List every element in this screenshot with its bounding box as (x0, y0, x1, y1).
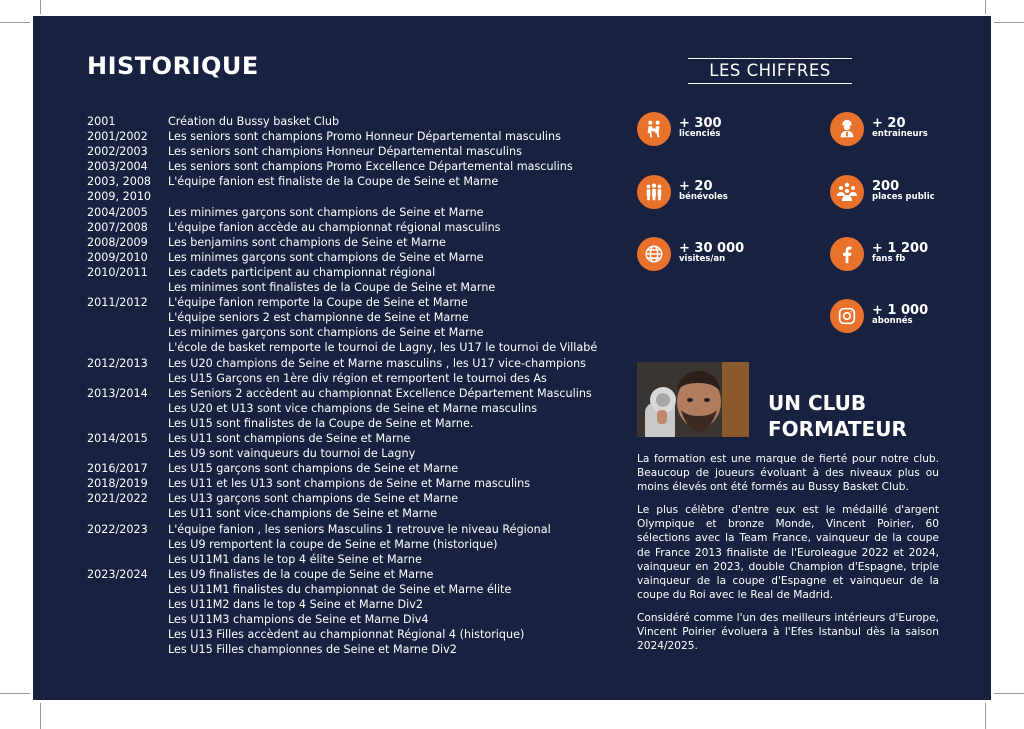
timeline-event: Les U13 garçons sont champions de Seine et Marne (168, 492, 459, 506)
club-paragraph: Considéré comme l'un des meilleurs intérieurs d'Europe, Vincent Poirier évoluera à l'Efes Istanbul dès la saison 2024/2025. (637, 612, 939, 653)
crop-mark (40, 0, 41, 14)
coach-icon (830, 112, 864, 146)
timeline-row (87, 416, 617, 431)
timeline-year (87, 552, 168, 567)
timeline-row (87, 280, 617, 295)
brochure-page (33, 16, 991, 700)
stat-licencies (637, 112, 722, 146)
timeline-year: 2007/2008 (87, 220, 148, 234)
timeline-year (87, 371, 168, 386)
timeline-row (87, 295, 617, 310)
timeline-row (87, 340, 617, 355)
timeline-year: 2009, 2010 (87, 190, 152, 204)
instagram-icon (830, 299, 864, 333)
timeline-row (87, 250, 617, 265)
timeline-event: Les U11 et les U13 sont champions de Seine et Marne masculins (168, 477, 531, 491)
stat-label: abonnés (872, 316, 913, 326)
timeline-year: 2018/2019 (87, 477, 148, 491)
stat-value: + 1 200 (872, 241, 929, 256)
timeline-event: L'équipe fanion accède au championnat régional masculins (168, 220, 501, 234)
timeline-row (87, 627, 617, 642)
timeline-year: 2011/2012 (87, 296, 148, 310)
timeline-year (87, 416, 168, 431)
timeline-event: Les U15 garçons sont champions de Seine et Marne (168, 462, 459, 476)
timeline-row (87, 461, 617, 476)
timeline-year (87, 627, 168, 642)
timeline-row (87, 401, 617, 416)
timeline-event: Les seniors sont champions Promo Honneur Départemental masculins (168, 130, 561, 144)
historique-title: HISTORIQUE (87, 52, 259, 80)
stat-value: + 300 (679, 116, 722, 131)
audience-icon (830, 175, 864, 209)
timeline-row (87, 552, 617, 567)
facebook-icon (830, 237, 864, 271)
timeline-event: Les cadets participent au championnat régional (168, 265, 436, 279)
timeline-event: Les minimes garçons sont champions de Seine et Marne (168, 250, 484, 264)
timeline-year (87, 446, 168, 461)
timeline-event: Les U20 champions de Seine et Marne masculins , les U17 vice-champions (168, 356, 586, 370)
timeline-row (87, 129, 617, 144)
timeline-event: Les minimes sont finalistes de la Coupe de Seine et Marne (168, 281, 496, 295)
timeline-year (87, 537, 168, 552)
timeline-row (87, 612, 617, 627)
timeline-year: 2001/2002 (87, 130, 148, 144)
timeline-event: Les U9 sont vainqueurs du tournoi de Lagny (168, 447, 416, 461)
crop-mark (40, 703, 41, 729)
club-title-line2: FORMATEUR (768, 417, 907, 441)
timeline-year (87, 280, 168, 295)
timeline-row (87, 174, 617, 189)
timeline-event: Les benjamins sont champions de Seine et Marne (168, 235, 446, 249)
timeline-row (87, 159, 617, 174)
timeline-row (87, 582, 617, 597)
timeline-event: Les U9 finalistes de la coupe de Seine et Marne (168, 567, 434, 581)
globe-icon (637, 237, 671, 271)
timeline-row (87, 356, 617, 371)
club-paragraph: La formation est une marque de fierté pour notre club. Beaucoup de joueurs évoluant à des niveaux plus ou moins élevés ont été formés au Bussy Basket Club. (637, 453, 939, 494)
timeline-event: Les Seniors 2 accèdent au championnat Excellence Département Masculins (168, 386, 592, 400)
timeline-event: L'équipe fanion est finaliste de la Coupe de Seine et Marne (168, 175, 499, 189)
timeline-row (87, 642, 617, 657)
stat-label: fans fb (872, 254, 906, 264)
timeline-year (87, 310, 168, 325)
timeline-year: 2002/2003 (87, 145, 148, 159)
timeline-row (87, 325, 617, 340)
stat-label: entraineurs (872, 129, 928, 139)
stat-places-public (830, 175, 935, 209)
timeline-row (87, 235, 617, 250)
timeline-year (87, 612, 168, 627)
timeline-year: 2013/2014 (87, 386, 148, 400)
timeline-event: Les seniors sont champions Promo Excellence Départemental masculins (168, 160, 573, 174)
timeline-row (87, 310, 617, 325)
player-photo (637, 362, 749, 437)
timeline-row (87, 431, 617, 446)
timeline-year: 2012/2013 (87, 356, 148, 370)
crop-mark (985, 703, 986, 729)
timeline-year (87, 506, 168, 521)
timeline-event: Les U11M2 dans le top 4 Seine et Marne Div2 (168, 598, 423, 611)
crop-mark (0, 22, 30, 23)
stat-label: places public (872, 192, 935, 202)
timeline-event: Les U15 sont finalistes de la Coupe de Seine et Marne. (168, 416, 474, 430)
stat-abonnes (830, 299, 928, 333)
timeline-event: Création du Bussy basket Club (168, 115, 340, 128)
timeline-row (87, 522, 617, 537)
timeline-event: Les U11M1 finalistes du championnat de Seine et Marne élite (168, 582, 512, 596)
timeline-event: Les U11M3 champions de Seine et Marne Div4 (168, 613, 429, 627)
timeline-event: Les U20 et U13 sont vice champions de Seine et Marne masculins (168, 401, 538, 415)
timeline-row (87, 567, 617, 582)
stat-label: visites/an (679, 254, 726, 264)
timeline-event: Les U11 sont vice-champions de Seine et Marne (168, 507, 438, 521)
timeline-year: 2016/2017 (87, 462, 148, 476)
timeline-year: 2009/2010 (87, 250, 148, 264)
timeline-row (87, 220, 617, 235)
timeline-year: 2014/2015 (87, 431, 148, 445)
timeline-event: Les U13 Filles accèdent au championnat Régional 4 (historique) (168, 628, 525, 642)
timeline-row (87, 506, 617, 521)
timeline-event: L'équipe fanion , les seniors Masculins 1 retrouve le niveau Régional (168, 522, 551, 536)
timeline-row (87, 491, 617, 506)
timeline-event: Les minimes garçons sont champions de Seine et Marne (168, 205, 484, 219)
timeline-event: L'équipe fanion remporte la Coupe de Seine et Marne (168, 296, 468, 310)
timeline-row (87, 597, 617, 612)
stat-value: + 20 (679, 179, 713, 194)
timeline-year: 2004/2005 (87, 205, 148, 219)
timeline-event (168, 189, 617, 204)
timeline-year: 2008/2009 (87, 235, 148, 249)
club-paragraph: Le plus célèbre d'entre eux est le médaillé d'argent Olympique et bronze Monde, Vincent Poirier, 60 sélections avec la Team France, vainqueur de la coupe de France 2013 finaliste de l'Euroleague 2022 et 2024, vainqueur en 2023, double Champion d'Espagne, triple vainqueur de la coupe d'Espagne et vainqueur de la coupe du Roi avec le Real de Madrid. (637, 504, 939, 602)
timeline-year (87, 325, 168, 340)
timeline-year: 2023/2024 (87, 567, 148, 581)
timeline-year: 2022/2023 (87, 522, 148, 536)
stat-visites (637, 237, 744, 271)
timeline-row (87, 205, 617, 220)
crop-mark (0, 693, 30, 694)
timeline-year: 2003/2004 (87, 160, 148, 174)
stat-entraineurs (830, 112, 928, 146)
timeline-year: 2021/2022 (87, 492, 148, 506)
stat-label: bénévoles (679, 192, 728, 202)
crop-mark (994, 22, 1024, 23)
timeline-row (87, 189, 617, 204)
timeline-year (87, 401, 168, 416)
stat-fans-fb (830, 237, 928, 271)
timeline-event: L'école de basket remporte le tournoi de Lagny, les U17 le tournoi de Villabé (168, 341, 598, 355)
timeline-row (87, 371, 617, 386)
timeline-year (87, 642, 168, 657)
timeline-year (87, 582, 168, 597)
timeline-year: 2010/2011 (87, 265, 148, 279)
timeline-event: Les U9 remportent la coupe de Seine et Marne (historique) (168, 537, 498, 551)
stat-benevoles (637, 175, 728, 209)
timeline-row (87, 537, 617, 552)
stat-value: 200 (872, 179, 900, 194)
timeline-year: 2001 (87, 115, 116, 128)
timeline-year: 2003, 2008 (87, 175, 152, 189)
volunteers-icon (637, 175, 671, 209)
club-title-line1: UN CLUB (768, 391, 867, 415)
chiffres-title: LES CHIFFRES (688, 58, 852, 84)
timeline-row (87, 476, 617, 491)
stat-label: licenciés (679, 129, 721, 139)
players-icon (637, 112, 671, 146)
timeline-event: Les seniors sont champions Honneur Départemental masculins (168, 145, 522, 159)
club-title (768, 390, 907, 442)
crop-mark (994, 693, 1024, 694)
timeline-event: Les minimes garçons sont champions de Seine et Marne (168, 326, 484, 340)
stat-value: + 30 000 (679, 241, 745, 256)
stat-value: + 1 000 (872, 303, 929, 318)
historique-timeline (87, 114, 617, 657)
timeline-year (87, 340, 168, 355)
timeline-row (87, 114, 617, 129)
timeline-event: Les U15 Garçons en 1ère div région et remportent le tournoi des As (168, 371, 547, 385)
timeline-event: Les U15 Filles championnes de Seine et Marne Div2 (168, 643, 457, 657)
timeline-event: L'équipe seniors 2 est championne de Seine et Marne (168, 311, 469, 325)
timeline-year (87, 597, 168, 612)
timeline-event: Les U11 sont champions de Seine et Marne (168, 431, 411, 445)
stat-value: + 20 (872, 116, 906, 131)
crop-mark (985, 0, 986, 14)
timeline-row (87, 446, 617, 461)
timeline-row (87, 144, 617, 159)
timeline-row (87, 386, 617, 401)
timeline-row (87, 265, 617, 280)
timeline-event: Les U11M1 dans le top 4 élite Seine et Marne (168, 552, 422, 566)
